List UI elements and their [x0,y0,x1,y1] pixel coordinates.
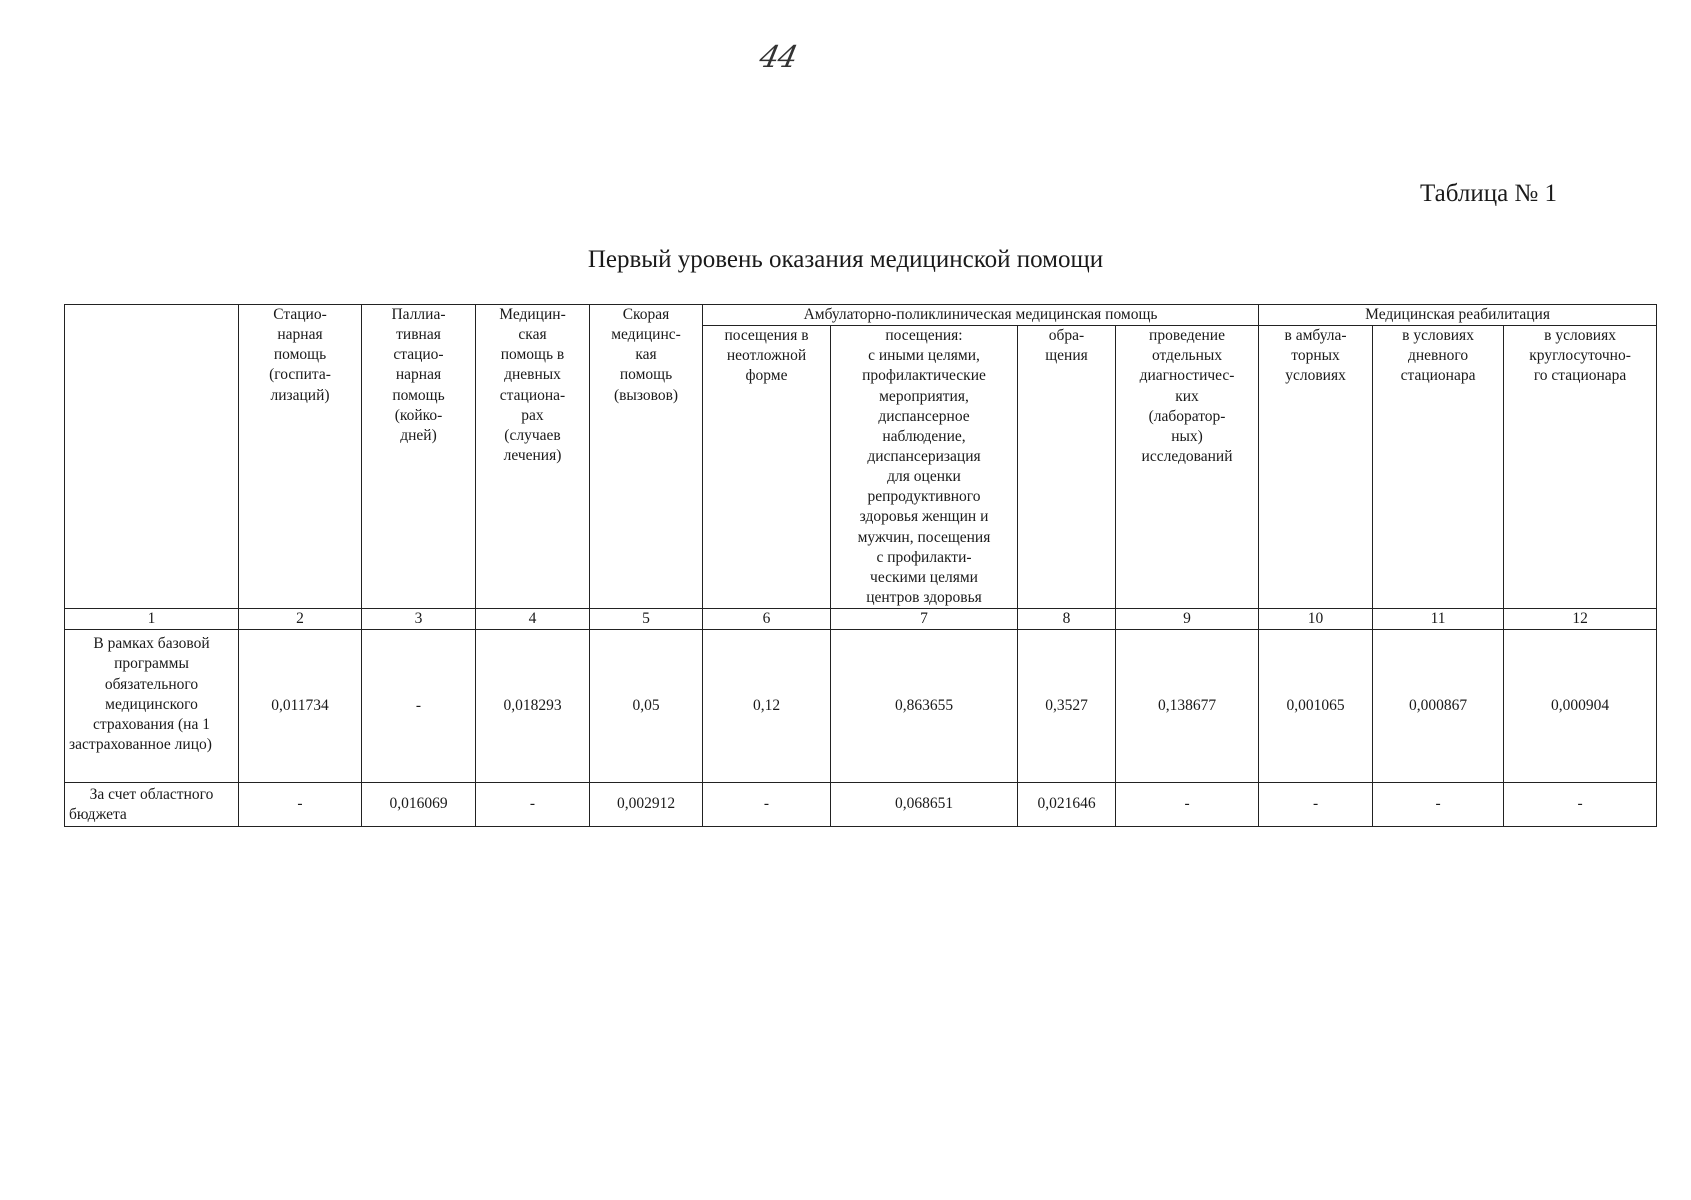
column-number: 4 [476,609,590,630]
column-number: 3 [362,609,476,630]
table-cell: 0,863655 [831,630,1018,783]
table-row-oms [65,630,1657,783]
table-cell: 0,021646 [1018,783,1116,826]
header-cell-ambulance: Скорая медицинс- кая помощь (вызовов) [590,305,703,609]
header-group-ambulatory: Амбулаторно-поликлиническая медицинская помощь [703,305,1259,326]
table-cell: - [1116,783,1259,826]
header-cell-1 [65,305,239,609]
table-cell: 0,12 [703,630,831,783]
header-cell-other-visits: посещения: с иными целями, профилактические мероприятия, диспансерное наблюдение, диспансеризация для оценки репродуктивного здоровья женщин и мужчин, посещения с профилакти- ческими целями центров здоровья [831,326,1018,609]
table-cell: 0,000867 [1373,630,1504,783]
table-cell: 0,002912 [590,783,703,826]
table-row-regional-budget [65,783,1657,826]
table-cell: 0,05 [590,630,703,783]
column-number-row [65,609,1657,630]
header-cell-rehab-day-hospital: в условиях дневного стационара [1373,326,1504,609]
column-number: 5 [590,609,703,630]
coverage-table [64,304,1657,827]
row-label: В рамках базовой программы обязательного медицинского страхования (на 1 застрахованное лицо) [65,630,239,783]
table-cell: - [703,783,831,826]
header-cell-urgent-visits: посещения в неотложной форме [703,326,831,609]
table-cell: 0,011734 [239,630,362,783]
document-title: Первый уровень оказания медицинской помощи [587,246,1104,273]
header-cell-rehab-outpatient: в амбула- торных условиях [1259,326,1373,609]
column-number: 12 [1504,609,1657,630]
header-row [65,305,1657,326]
page-number: 44 [756,40,800,75]
column-number: 1 [65,609,239,630]
header-group-rehabilitation: Медицинская реабилитация [1259,305,1657,326]
header-cell-day-hospital: Медицин- ская помощь в дневных стациона- рах (случаев лечения) [476,305,590,609]
column-number: 8 [1018,609,1116,630]
header-cell-palliative: Паллиа- тивная стацио- нарная помощь (койко- дней) [362,305,476,609]
table-cell: 0,001065 [1259,630,1373,783]
table-cell: - [1373,783,1504,826]
table-cell: - [239,783,362,826]
header-cell-inpatient: Стацио- нарная помощь (госпита- лизаций) [239,305,362,609]
column-number: 11 [1373,609,1504,630]
column-number: 7 [831,609,1018,630]
table-cell: 0,3527 [1018,630,1116,783]
row-label: За счет областного бюджета [65,783,239,826]
table-cell: 0,138677 [1116,630,1259,783]
table-cell: 0,016069 [362,783,476,826]
table-cell: - [476,783,590,826]
table-cell: 0,018293 [476,630,590,783]
column-number: 6 [703,609,831,630]
table-cell: - [362,630,476,783]
header-cell-rehab-inpatient: в условиях круглосуточно- го стационара [1504,326,1657,609]
table-number: Таблица № 1 [1420,180,1558,207]
header-cell-diagnostics: проведение отдельных диагностичес- ких (лаборатор- ных) исследований [1116,326,1259,609]
table-cell: - [1259,783,1373,826]
column-number: 2 [239,609,362,630]
column-number: 10 [1259,609,1373,630]
table-cell: - [1504,783,1657,826]
table-cell: 0,000904 [1504,630,1657,783]
header-cell-appeals: обра- щения [1018,326,1116,609]
column-number: 9 [1116,609,1259,630]
table-cell: 0,068651 [831,783,1018,826]
